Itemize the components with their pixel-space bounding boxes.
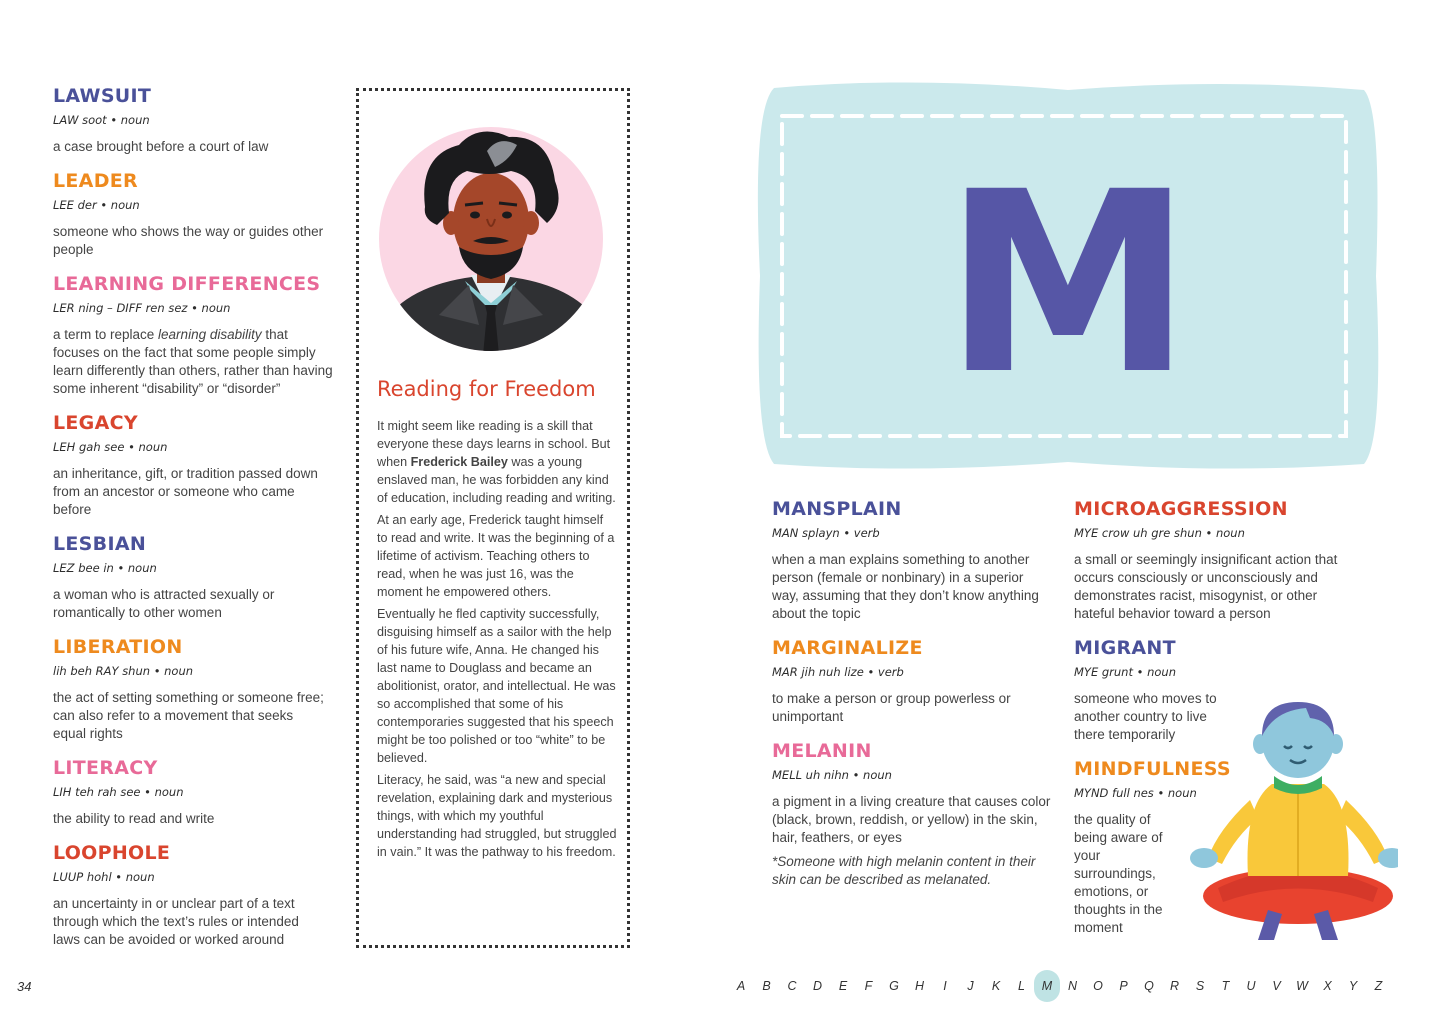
entry-pronunciation: MYE crow uh gre shun • noun xyxy=(1074,526,1245,540)
entry-legacy xyxy=(53,411,328,519)
alphabet-letter-b[interactable]: B xyxy=(762,979,771,993)
alphabet-letter-q[interactable]: Q xyxy=(1144,979,1154,993)
entry-term: LIBERATION xyxy=(53,636,183,658)
entry-definition: the quality of being aware of your surroundings, emotions, or thoughts in the moment xyxy=(1074,812,1163,935)
definition-emphasis: learning disability xyxy=(158,327,262,342)
entry-pronunciation: LEH gah see • noun xyxy=(53,440,168,454)
entry-note: *Someone with high melanin content in their skin can be described as melanated. xyxy=(772,854,1036,887)
alphabet-letter-h[interactable]: H xyxy=(914,979,925,993)
entry-term: MELANIN xyxy=(772,740,872,762)
entry-definition: when a man explains something to another person (female or nonbinary) in a superior way, assuming that they don’t know anything about the topic xyxy=(772,552,1039,621)
entry-term: LOOPHOLE xyxy=(53,842,171,864)
sidebar-reading-for-freedom xyxy=(356,88,630,948)
alphabet-letter-x[interactable]: X xyxy=(1323,979,1332,993)
entry-definition: an inheritance, gift, or tradition passed down from an ancestor or someone who came before xyxy=(53,466,318,517)
entry-definition: an uncertainty in or unclear part of a text through which the text’s rules or intended laws can be avoided or worked around xyxy=(53,896,299,947)
entry-literacy xyxy=(53,756,328,828)
sidebar-paragraph-2: At an early age, Frederick taught himself to read and write. It was the beginning of a lifetime of activism. Teaching others to read, when he was just 16, was the moment he empowered others. xyxy=(377,513,615,599)
entry-term: MICROAGGRESSION xyxy=(1074,498,1288,520)
entry-mindfulness xyxy=(1074,757,1231,937)
entry-term: MINDFULNESS xyxy=(1074,758,1231,780)
entry-melanin xyxy=(772,739,1052,889)
entry-term: MIGRANT xyxy=(1074,637,1176,659)
entry-definition: the act of setting something or someone free; can also refer to a movement that seeks equal rights xyxy=(53,690,324,741)
entry-term: LEADER xyxy=(53,170,138,192)
entry-definition: someone who shows the way or guides other people xyxy=(53,224,324,257)
entry-pronunciation: LAW soot • noun xyxy=(53,113,150,127)
alphabet-letter-m[interactable]: M xyxy=(1034,970,1060,1002)
alphabet-letter-n[interactable]: N xyxy=(1067,979,1078,993)
entry-pronunciation: MAR jih nuh lize • verb xyxy=(772,665,904,679)
alphabet-letter-c[interactable]: C xyxy=(787,979,797,993)
alphabet-letter-p[interactable]: P xyxy=(1119,979,1128,993)
entry-term: LESBIAN xyxy=(53,533,147,555)
entry-term: LEGACY xyxy=(53,412,138,434)
entry-term: LEARNING DIFFERENCES xyxy=(53,273,321,295)
meditating-child-illustration xyxy=(1188,700,1398,946)
entry-lawsuit xyxy=(53,84,338,156)
alphabet-index xyxy=(728,970,1394,1002)
alphabet-letter-u[interactable]: U xyxy=(1246,979,1256,993)
entry-microaggression xyxy=(1074,497,1359,623)
entry-liberation xyxy=(53,635,328,743)
entry-pronunciation: LEZ bee in • noun xyxy=(53,561,157,575)
entry-definition: someone who moves to another country to live there temporarily xyxy=(1074,691,1217,742)
page-number: 34 xyxy=(17,979,32,994)
alphabet-letter-l[interactable]: L xyxy=(1018,979,1025,993)
entry-term: LITERACY xyxy=(53,757,158,779)
entry-term: MANSPLAIN xyxy=(772,498,902,520)
big-letter-m: M xyxy=(943,138,1193,429)
alphabet-letter-r[interactable]: R xyxy=(1169,979,1180,993)
alphabet-letter-j[interactable]: J xyxy=(967,979,974,993)
entry-pronunciation: MYE grunt • noun xyxy=(1074,665,1176,679)
entry-pronunciation: LIH teh rah see • noun xyxy=(53,785,184,799)
alphabet-letter-s[interactable]: S xyxy=(1195,979,1205,993)
entry-definition: a pigment in a living creature that causes color (black, brown, reddish, or yellow) in the skin, hair, feathers, or eyes xyxy=(772,794,1051,845)
alphabet-letter-w[interactable]: W xyxy=(1296,979,1308,993)
alphabet-letter-t[interactable]: T xyxy=(1221,979,1230,993)
frederick-douglass-portrait xyxy=(379,115,603,361)
entry-definition: to make a person or group powerless or unimportant xyxy=(772,691,1011,724)
entry-definition: a small or seemingly insignificant action that occurs consciously or unconsciously and demonstrates racist, misogynist, or other hateful behavior toward a person xyxy=(1074,552,1338,621)
entry-leader xyxy=(53,169,328,259)
entry-term: LAWSUIT xyxy=(53,85,152,107)
entry-loophole xyxy=(53,841,328,949)
entry-marginalize xyxy=(772,636,1037,726)
entry-pronunciation: LEE der • noun xyxy=(53,198,140,212)
entry-definition: a woman who is attracted sexually or romantically to other women xyxy=(53,587,275,620)
alphabet-letter-e[interactable]: E xyxy=(838,979,848,993)
sidebar-title: Reading for Freedom xyxy=(377,377,596,401)
sidebar-paragraph-3: Eventually he fled captivity successfully, disguising himself as a sailor with the help of his future wife, Anna. He changed his last name to Douglass and became an abolitionist, orator, and intellectual. He was so accomplished that some of his contemporaries suggested that his speech might be too polished or too “white” to be believed. xyxy=(377,607,616,765)
sidebar-body xyxy=(377,417,617,865)
sidebar-paragraph-1 xyxy=(377,417,617,507)
entry-pronunciation: MELL uh nihn • noun xyxy=(772,768,892,782)
alphabet-letter-i[interactable]: I xyxy=(943,979,947,993)
alphabet-letter-v[interactable]: V xyxy=(1272,979,1281,993)
alphabet-letter-f[interactable]: F xyxy=(864,979,873,993)
entry-mansplain xyxy=(772,497,1052,623)
sidebar-text: It might seem like reading is a skill that everyone these days learns in school. But when xyxy=(377,419,611,469)
sidebar-highlight-name: Frederick Bailey xyxy=(410,455,508,469)
entry-definition: the ability to read and write xyxy=(53,811,215,826)
entry-pronunciation: MYND full nes • noun xyxy=(1074,786,1197,800)
definition-text: a term to replace xyxy=(53,327,159,342)
sidebar-paragraph-4: Literacy, he said, was “a new and special revelation, explaining dark and mysterious things, with which my youthful understanding had struggled, but struggled in vain.” It was the pathway to his freedom. xyxy=(377,773,617,859)
definition-text: that focuses on the fact that some people simply learn differently than others, rather than having some inherent “disability” or “disorder” xyxy=(53,327,333,396)
entry-pronunciation: LER ning – DIFF ren sez • noun xyxy=(53,301,231,315)
alphabet-letter-k[interactable]: K xyxy=(991,979,1001,993)
entry-definition xyxy=(53,326,338,398)
entry-term: MARGINALIZE xyxy=(772,637,923,659)
entry-pronunciation: LUUP hohl • noun xyxy=(53,870,155,884)
entry-pronunciation: MAN splayn • verb xyxy=(772,526,880,540)
alphabet-letter-g[interactable]: G xyxy=(889,979,899,993)
letter-card xyxy=(752,80,1384,472)
entry-pronunciation: lih beh RAY shun • noun xyxy=(53,664,194,678)
alphabet-letter-a[interactable]: A xyxy=(736,979,746,993)
entry-learning-differences xyxy=(53,272,338,398)
sidebar-text: was a young enslaved man, he was forbidden any kind of education, including reading and writing. xyxy=(377,455,616,505)
alphabet-letter-o[interactable]: O xyxy=(1093,979,1103,993)
alphabet-letter-d[interactable]: D xyxy=(812,979,823,993)
alphabet-letter-y[interactable]: Y xyxy=(1348,979,1358,993)
alphabet-letter-z[interactable]: Z xyxy=(1374,979,1383,993)
entry-definition: a case brought before a court of law xyxy=(53,139,269,154)
entry-lesbian xyxy=(53,532,318,622)
